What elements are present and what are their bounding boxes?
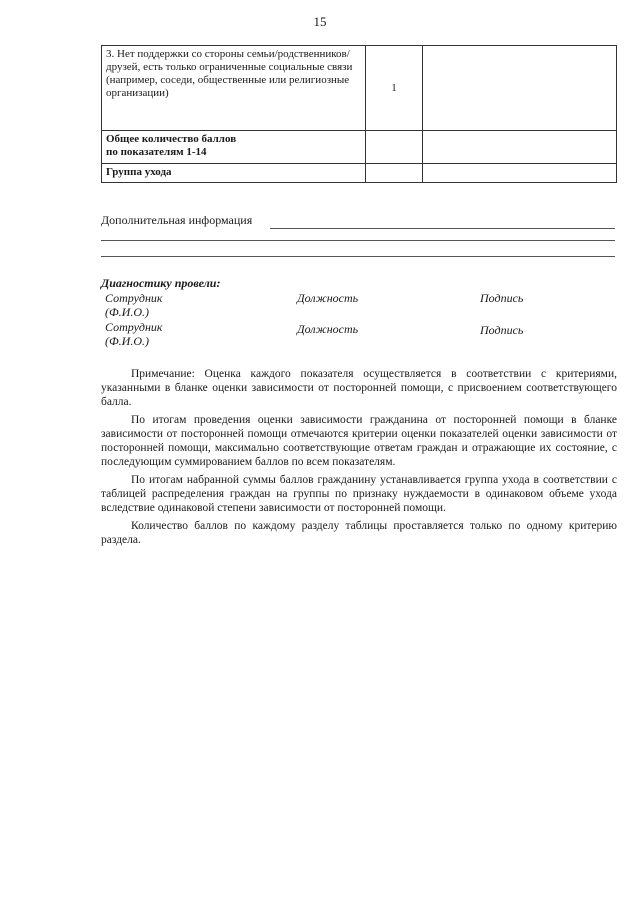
employee-label: Сотрудник bbox=[105, 291, 163, 305]
care-group-mark-cell bbox=[423, 164, 617, 183]
additional-info-line-2[interactable] bbox=[101, 240, 615, 241]
table-row bbox=[102, 46, 617, 131]
score-table bbox=[101, 45, 617, 183]
signature-label: Подпись bbox=[480, 323, 524, 337]
score-cell: 1 bbox=[365, 46, 423, 131]
total-label-line2: по показателям 1-14 bbox=[106, 146, 207, 158]
additional-info-line-1[interactable] bbox=[270, 228, 615, 229]
note-paragraph: Количество баллов по каждому разделу таблицы проставляется только по одному критерию раздела. bbox=[101, 520, 617, 546]
signature-label: Подпись bbox=[480, 291, 524, 305]
table-row bbox=[102, 131, 617, 164]
notes-section bbox=[101, 367, 617, 551]
additional-info bbox=[101, 213, 617, 228]
diagnostics-title: Диагностику провели: bbox=[101, 276, 221, 290]
fio-label: (Ф.И.О.) bbox=[105, 305, 149, 319]
note-paragraph: По итогам проведения оценки зависимости гражданина от посторонней помощи в бланке зависимости от посторонней помощи отмечаются критерии оценки показателей оценки зависимости от посторонней помощи, максимально соответствующие ответам граждан и отражающие их состояние, с последующим суммированием баллов по всем показателям. bbox=[101, 414, 617, 468]
note-paragraph: Примечание: Оценка каждого показателя осуществляется в соответствии с критериями, указанными в бланке оценки зависимости от посторонней помощи, с присвоением соответствующего балла. bbox=[101, 368, 617, 408]
total-score-cell bbox=[365, 131, 423, 164]
employee-block bbox=[105, 320, 163, 348]
page-number: 15 bbox=[313, 14, 327, 29]
additional-info-label: Дополнительная информация bbox=[101, 213, 253, 227]
mark-cell bbox=[423, 46, 617, 131]
total-label-cell bbox=[102, 131, 366, 164]
note-paragraph: По итогам набранной суммы баллов гражданину устанавливается группа ухода в соответствии с таблицей распределения граждан на группы по признаку нуждаемости в одинаковом объеме ухода вследствие одинаковой степени зависимости от посторонней помощи. bbox=[101, 474, 617, 514]
additional-info-line-3[interactable] bbox=[101, 256, 615, 257]
criterion-cell: 3. Нет поддержки со стороны семьи/родственников/друзей, есть только ограниченные социальные связи (например, соседи, общественные или религиозные организации) bbox=[102, 46, 366, 131]
total-label-line1: Общее количество баллов bbox=[106, 133, 237, 145]
care-group-score-cell bbox=[365, 164, 423, 183]
position-label: Должность bbox=[297, 291, 359, 305]
employee-block bbox=[105, 291, 163, 319]
total-mark-cell bbox=[423, 131, 617, 164]
table-row bbox=[102, 164, 617, 183]
care-group-label-cell: Группа ухода bbox=[102, 164, 366, 183]
employee-label: Сотрудник bbox=[105, 320, 163, 334]
fio-label: (Ф.И.О.) bbox=[105, 334, 149, 348]
position-label: Должность bbox=[297, 322, 359, 336]
